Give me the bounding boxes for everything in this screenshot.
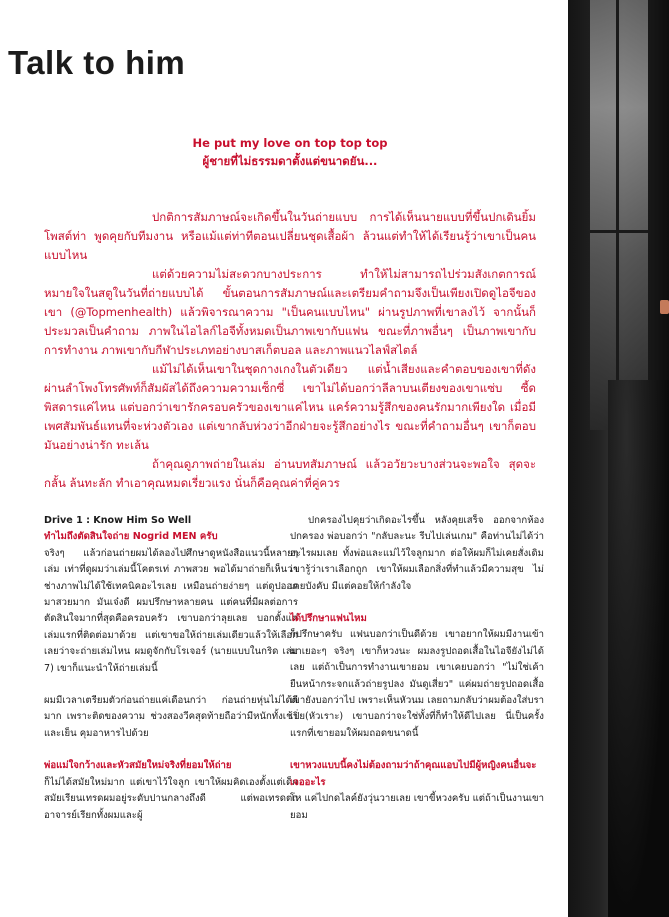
intro-paragraph: แม้ไม่ได้เห็นเขาในชุดกางเกงในตัวเดียว แต่น้ำเสียงและคำตอบของเขาที่ดังผ่านลำโพงโทรศัพท์ก็สัมผัสได้ถึงความความเซ็กซี่ เขาไม่ได้บอกว่าลีลาบนเตียงของเขาแซ่บ ซี้ด พิสดารแค่ไหน แต่บอกว่าเขารักครอบครัวของเขาแค่ไหน แคร์ความรู้สึกของคนรักมากเพียงใด เมื่อมีเพศสัมพันธ์แทนที่จะห่วงตัวเอง แต่เขากลับห่วงว่าอีกฝ่ายจะรู้สึกอย่างไร ขณะที่คำถามอื่นๆ เขาก็ตอบมันอย่างน่ารัก ทะเล้น bbox=[44, 362, 536, 452]
answer-paragraph: โห แค่ไปกดไลค์ยังวุ่นวายเลย เขาขี้หวงครับ แต่ถ้าเป็นงานเขายอม bbox=[290, 793, 544, 821]
intro-paragraph: แต่ด้วยความไม่สะดวกบางประการ ทำให้ไม่สามารถไปร่วมสังเกตการณ์หมายใจในสตูในวันที่ถ่ายแบบได้ ขั้นตอนการสัมภาษณ์และเตรียมคำถามจึงเป็นเพียงเปิดดูไอจีของเขา (@Topmenhealth) แล้วพิจารณาความ "เป็นคนแบบไหน" ผ่านรูปภาพที่เขาลงไว้ จากนั้นก็ประมวลเป็นคำถาม ภาพในไอไลก์ไอจีทั้งหมดเป็นภาพเขากับแฟน ขณะที่ภาพอื่นๆ เป็นภาพเขากับการทำงาน ภาพเขากับกีฬาประเภทอย่างบาสเก็ตบอล และภาพแนวไลฟ์สไตล์ bbox=[44, 267, 536, 357]
answer-paragraph: ปกครองไปคุยว่าเกิดอะไรขึ้น หลังคุยเสร็จ ออกจากห้องปกครอง พ่อบอกว่า "กลับละนะ รีบไปเล่นเกม" คือท่านไม่ได้ว่าอะไรผมเลย ทั้งพ่อและแม่ไว้ใจลูกมาก ต่อให้ผมก็ไม่เคยสั่งเดิม เขารู้ว่าเราเลือกถูก เขาให้ผมเลือกสิ่งที่ทำแล้วมีความสุข ไม่เคยบังคับ มีแต่คอยให้กำลังใจ bbox=[290, 515, 544, 592]
intro-paragraph: ปกติการสัมภาษณ์จะเกิดขึ้นในวันถ่ายแบบ การได้เห็นนายแบบที่ขึ้นปกเดินยิ้ม โพสต์ท่า พูดคุยกับทีมงาน หรือแม้แต่ท่าทีตอนเปลี่ยนชุดเสื้อผ้า ล้วนแต่ทำให้ได้เรียนรู้ว่าเขาเป็นคนแบบไหน bbox=[44, 210, 536, 262]
subhead-thai: ผู้ชายที่ไม่ธรรมดาตั้งแต่ขนาดยัน... bbox=[202, 154, 378, 168]
drive-heading: Drive 1 : Know Him So Well bbox=[44, 515, 192, 526]
question-heading: ได้ปรึกษาแฟนไหม bbox=[290, 613, 367, 625]
question-heading: เขาหวงแบบนี้คงไม่ต้องถามว่าถ้าคุณแอบไปมีผู้หญิงคนอื่นจะเจออะไร bbox=[290, 760, 537, 788]
photo-window-frame bbox=[616, 0, 619, 420]
intro-paragraph: ถ้าคุณดูภาพถ่ายในเล่ม อ่านบทสัมภาษณ์ แล้วอวัยวะบางส่วนจะพอใจ สุดจะกลั้น ล้นทะลัก ทำเอาคุณหมดเรี่ยวแรง นั่นก็คือคุณค่าที่คู่ควร bbox=[44, 457, 536, 490]
left-column bbox=[44, 513, 298, 824]
photo-window-frame bbox=[590, 230, 648, 233]
answer-paragraph: ก็ไม่ได้สมัยใหม่มาก แต่เขาไว้ใจลูก เขาให้ผมคิดเองตั้งแต่เด็ก สมัยเรียนเทรดผมอยู่ระดับปานกลางถึงดี แต่พอเทรดตกอาจารย์เรียกทั้งผมและผู้ bbox=[44, 776, 298, 821]
cover-photo-strip bbox=[568, 0, 669, 917]
photo-window bbox=[590, 0, 648, 430]
answer-paragraph: ก็ปรึกษาครับ แฟนบอกว่าเป็นดีด้วย เขาอยากให้ผมมีงานเข้ามาเยอะๆ จริงๆ เขาก็หวงนะ ผมลงรูปถอดเสื้อในไอจียังไม่ได้เลย แต่ถ้าเป็นการทำงานเขายอม เขาเคยบอกว่า "ไม่ใช่เค้ายืนหน้ากระจกแล้วถ่ายรูปลง มันดูเสี่ยว" แค่ผมถ่ายรูปถอดเสื้อเขายังบอกว่าไป เพราะเห็นหัวนม เลยถามกลับว่าผมต้องใส่บราเปิ่ย(หัวเราะ) เขาบอกว่าจะใช่ทั้งที่ก็ทำให้ดีไปเลย นี่เป็นครั้งแรกที่เขายอมให้ผมถอดขนาดนี้ bbox=[290, 629, 544, 739]
intro-text bbox=[44, 208, 536, 493]
question-heading: ทำไมถึงตัดสินใจถ่าย Nogrid MEN ครับ bbox=[44, 531, 218, 543]
photo-figure bbox=[608, 380, 669, 917]
subhead-english: He put my love on top top top bbox=[192, 136, 388, 150]
photo-highlight bbox=[660, 300, 669, 314]
answer-paragraph: ผมมีเวลาเตรียมตัวก่อนถ่ายแค่เดือนกว่า ก่อนถ่ายหุ่นไม่ได้ดีมาก เพราะติดของความ ช่วงสองวีคสุดท้ายถือว่ามีหนักทั้งเช้าและเย็น คุมอาหารไปด้วย bbox=[44, 695, 298, 739]
right-column bbox=[290, 513, 544, 824]
article-title: Talk to him bbox=[8, 44, 186, 81]
question-heading: พ่อแม่ใจกว้างและหัวสมัยใหม่จริงที่ยอมให้ถ่าย bbox=[44, 760, 232, 772]
answer-paragraph: จริงๆ แล้วก่อนถ่ายผมได้ลองไปศึกษาดูหนังสือแนวนี้หลายๆ เล่ม เท่าที่ดูผมว่าเล่มนี้โคตรเท่ ภาพสวย พอได้มาถ่ายก็เห็นว่าช่างภาพไม่ได้ใช้เทคนิคอะไรเลย เหมือนถ่ายง่ายๆ แต่ดูปออกมาสวยมาก มันเจ๋งดี ผมปรึกษาหลายคน แต่คนที่มีผลต่อการตัดสินใจมากที่สุดคือครอบครัว เขาบอกว่าลุยเลย บอกตั้งแต่เล่มแรกที่ติดต่อมาด้วย แต่เขาขอให้ถ่ายเล่มเดียวแล้วให้เลือกเลยว่าจะถ่ายเล่มไหน ผมดูจักกับโรเจอร์ (นายแบบในกริด เล่ม 7) เขาก็แนะนำให้ถ่ายเล่มนี้ bbox=[44, 547, 298, 674]
